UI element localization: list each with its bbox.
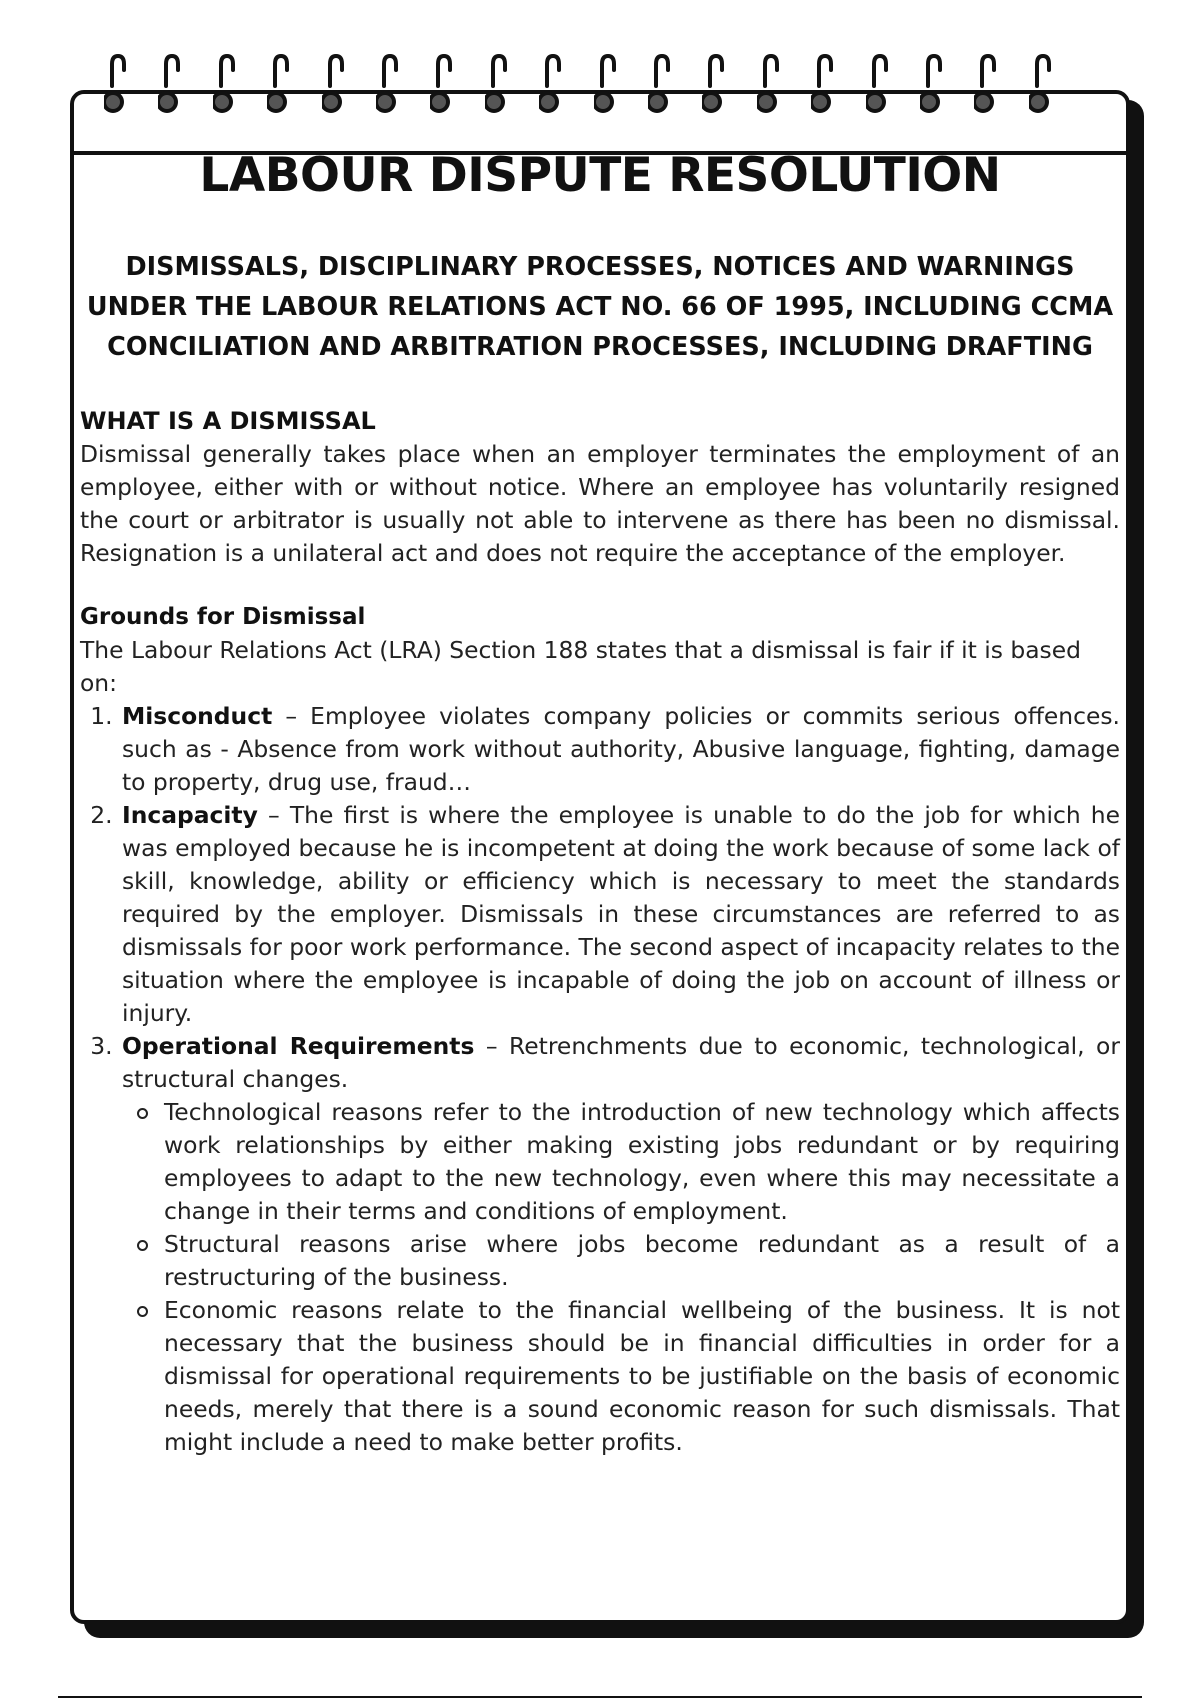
spiral-ring-icon <box>430 50 458 120</box>
circle-bullet-icon <box>137 1306 148 1317</box>
reason-text: Economic reasons relate to the financial wellbeing of the business. It is not necessary that the business should be in financial difficulties in order for a dismissal for operational requirements to be justifiable on the basis of economic needs, merely that there is a sound economic reason for such dismissals. That might include a need to make better profits. <box>164 1296 1120 1456</box>
reason-structural <box>164 1228 1120 1294</box>
spiral-ring-icon <box>322 50 350 120</box>
spiral-ring-icon <box>1029 50 1057 120</box>
spiral-ring-icon <box>158 50 186 120</box>
spiral-ring-icon <box>866 50 894 120</box>
ground-text: – Retrenchments due to economic, technological, or structural changes. <box>122 1032 1120 1093</box>
section-heading-dismissal: WHAT IS A DISMISSAL <box>80 407 376 435</box>
spiral-ring-icon <box>594 50 622 120</box>
spiral-ring-icon <box>104 50 132 120</box>
spiral-ring-icon <box>974 50 1002 120</box>
ground-term: Incapacity <box>122 801 258 829</box>
spiral-ring-icon <box>539 50 567 120</box>
spiral-binding <box>70 50 1130 120</box>
document-body <box>80 404 1120 1459</box>
ground-item-incapacity <box>120 799 1120 1030</box>
circle-bullet-icon <box>137 1108 148 1119</box>
ground-term: Operational Requirements <box>122 1032 475 1060</box>
circle-bullet-icon <box>137 1240 148 1251</box>
grounds-intro: The Labour Relations Act (LRA) Section 188 states that a dismissal is fair if it is based on: <box>80 636 1081 697</box>
spiral-ring-icon <box>376 50 404 120</box>
reason-text: Technological reasons refer to the introduction of new technology which affects work relationships by either making existing jobs redundant or by requiring employees to adapt to the new technology, even where this may necessitate a change in their terms and conditions of employment. <box>164 1098 1120 1225</box>
section-heading-grounds: Grounds for Dismissal <box>80 604 366 630</box>
spiral-ring-icon <box>267 50 295 120</box>
spiral-ring-icon <box>757 50 785 120</box>
reason-economic <box>164 1294 1120 1459</box>
dismissal-paragraph: Dismissal generally takes place when an employer terminates the employment of an employee, either with or without notice. Where an employee has voluntarily resigned the court or arbitrator is usually not able to intervene as there has been no dismissal. Resignation is a unilateral act and does not require the acceptance of the employer. <box>80 440 1120 567</box>
ground-item-misconduct <box>120 700 1120 799</box>
spiral-ring-icon <box>702 50 730 120</box>
spiral-ring-icon <box>485 50 513 120</box>
ground-term: Misconduct <box>122 702 273 730</box>
ground-item-operational <box>120 1030 1120 1459</box>
grounds-list <box>80 700 1120 1459</box>
spiral-ring-icon <box>648 50 676 120</box>
reason-text: Structural reasons arise where jobs become redundant as a result of a restructuring of the business. <box>164 1230 1120 1291</box>
operational-reasons-list <box>122 1096 1120 1459</box>
spiral-ring-icon <box>811 50 839 120</box>
spiral-ring-icon <box>213 50 241 120</box>
page-subtitle: DISMISSALS, DISCIPLINARY PROCESSES, NOTICES AND WARNINGS UNDER THE LABOUR RELATIONS ACT NO. 66 OF 1995, INCLUDING CCMA CONCILIATION AND ARBITRATION PROCESSES, INCLUDING DRAFTING <box>86 252 1114 362</box>
spiral-ring-icon <box>920 50 948 120</box>
reason-technological <box>164 1096 1120 1228</box>
ground-text: – Employee violates company policies or commits serious offences. such as - Absence from work without authority, Abusive language, fighting, damage to property, drug use, fraud… <box>122 702 1120 796</box>
page-title: LABOUR DISPUTE RESOLUTION <box>199 148 1001 203</box>
ground-text: – The first is where the employee is unable to do the job for which he was employed because he is incompetent at doing the work because of some lack of skill, knowledge, ability or efficiency which is necessary to meet the standards required by the employer. Dismissals in these circumstances are referred to as dismissals for poor work performance. The second aspect of incapacity relates to the situation where the employee is incapable of doing the job on account of illness or injury. <box>122 801 1120 1027</box>
footer-divider <box>58 1696 1142 1698</box>
